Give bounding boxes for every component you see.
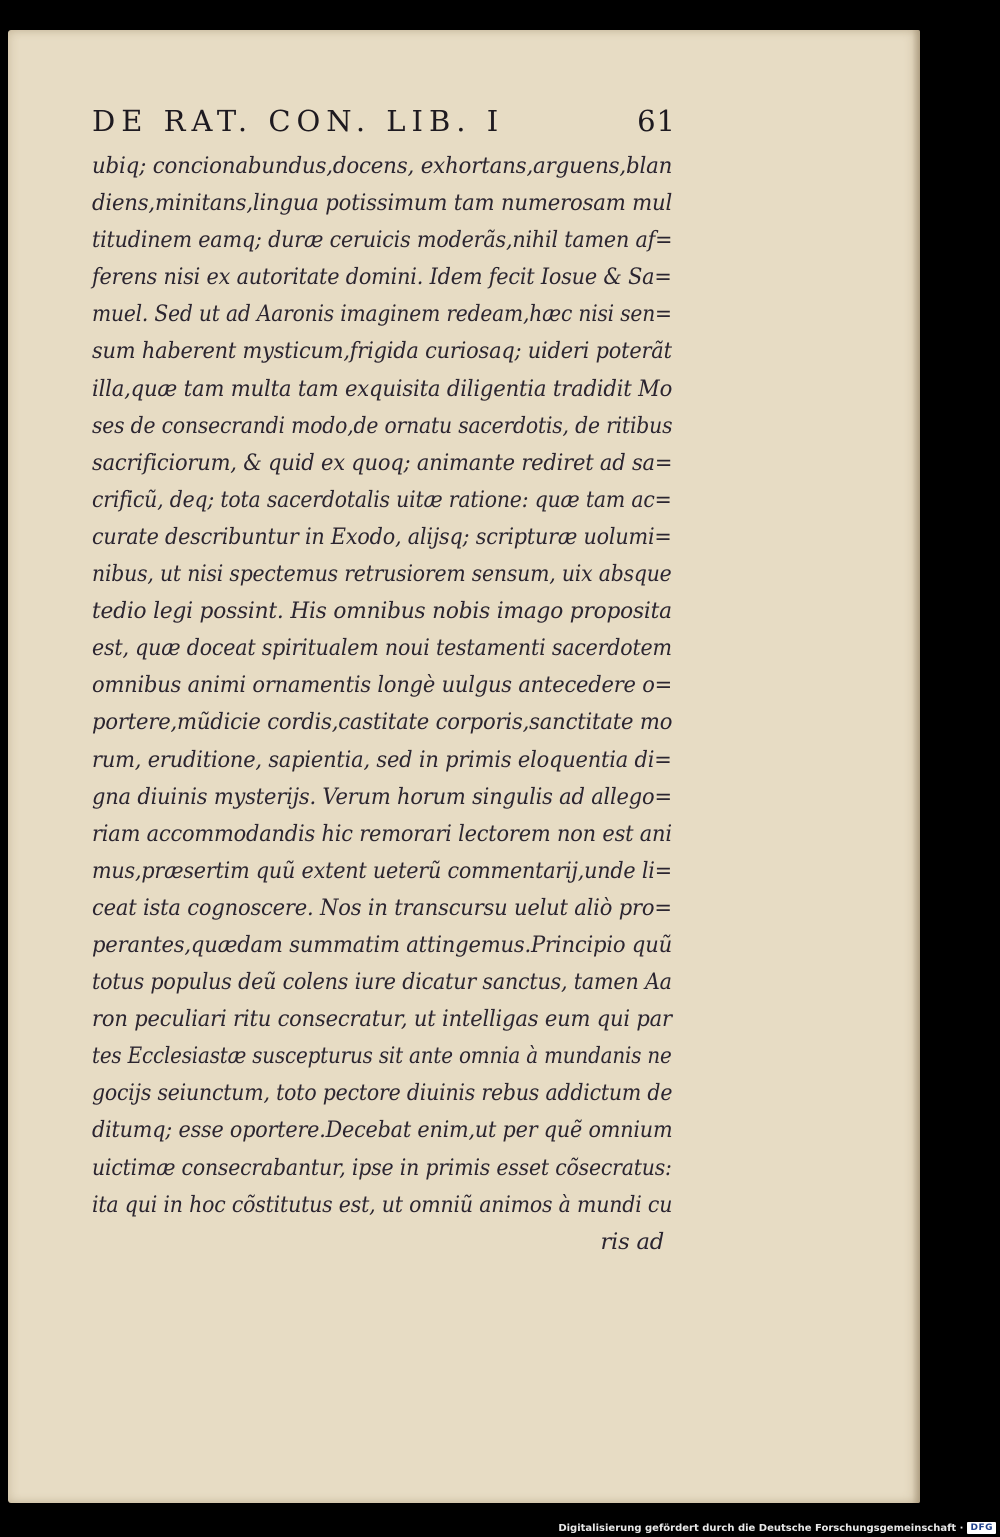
- text-line: perantes,quædam summatim attingemus.Principio quũ: [92, 931, 672, 958]
- text-line: riam accommodandis hic remorari lectorem non est ani: [92, 820, 672, 847]
- text-line: illa,quæ tam multa tam exquisita diligentia tradidit Mo: [92, 375, 673, 402]
- body-text: [92, 148, 672, 1261]
- text-line: muel. Sed ut ad Aaronis imaginem redeam,hæc nisi sen=: [92, 301, 672, 328]
- text-line: nibus, ut nisi spectemus retrusiorem sensum, uix absque: [92, 561, 672, 588]
- text-line: uictimæ consecrabantur, ipse in primis esset cõsecratus:: [92, 1154, 672, 1181]
- text-line: crificũ, deq; tota sacerdotalis uitæ ratione: quæ tam ac=: [92, 486, 672, 513]
- text-line: diens,minitans,lingua potissimum tam numerosam mul: [92, 190, 673, 217]
- running-head-title: DE RAT. CON. LIB. I: [92, 104, 505, 138]
- text-line: sum haberent mysticum,frigida curiosaq; uideri poterãt: [92, 338, 672, 365]
- text-line: titudinem eamq; duræ ceruicis moderãs,nihil tamen af=: [92, 227, 673, 254]
- text-line: omnibus animi ornamentis longè uulgus antecedere o=: [92, 672, 673, 699]
- text-line: tes Ecclesiastæ suscepturus sit ante omnia à mundanis ne: [92, 1043, 672, 1070]
- text-line: sacrificiorum, & quid ex quoq; animante rediret ad sa=: [92, 449, 673, 476]
- text-line: tedio legi possint. His omnibus nobis imago proposita: [92, 598, 672, 625]
- catchword: ris ad: [600, 1228, 664, 1255]
- dfg-logo: DFG: [967, 1522, 996, 1534]
- text-line: ses de consecrandi modo,de ornatu sacerdotis, de ritibus: [92, 412, 673, 439]
- text-line: ditumq; esse oportere.Decebat enim,ut per quẽ omnium: [92, 1117, 673, 1144]
- text-line: rum, eruditione, sapientia, sed in primis eloquentia di=: [92, 746, 672, 773]
- text-line: totus populus deũ colens iure dicatur sanctus, tamen Aa: [92, 969, 672, 996]
- digitization-credit: [558, 1522, 996, 1534]
- text-line: ubiq; concionabundus,docens, exhortans,arguens,blan: [92, 153, 673, 179]
- text-line: ita qui in hoc cõstitutus est, ut omniũ animos à mundi cu: [92, 1191, 673, 1218]
- text-line: ceat ista cognoscere. Nos in transcursu uelut aliò pro=: [92, 894, 672, 921]
- text-line: curate describuntur in Exodo, alijsq; scripturæ uolumi=: [92, 523, 672, 550]
- credit-text: Digitalisierung gefördert durch die Deutsche Forschungsgemeinschaft ·: [558, 1522, 964, 1534]
- folio-number: 61: [637, 104, 676, 138]
- text-line: est, quæ doceat spiritualem noui testamenti sacerdotem: [92, 635, 672, 662]
- text-line: ron peculiari ritu consecratur, ut intelligas eum qui par: [92, 1006, 672, 1033]
- text-line: portere,mũdicie cordis,castitate corporis,sanctitate mo: [92, 709, 673, 736]
- running-head: [92, 104, 676, 138]
- text-line: mus,præsertim quũ extent ueterũ commentarij,unde li=: [92, 857, 672, 884]
- text-line: gocijs seiunctum, toto pectore diuinis rebus addictum de: [92, 1080, 673, 1107]
- text-line: gna diuinis mysterijs. Verum horum singulis ad allego=: [92, 783, 672, 810]
- text-line: ferens nisi ex autoritate domini. Idem fecit Iosue & Sa=: [92, 264, 672, 291]
